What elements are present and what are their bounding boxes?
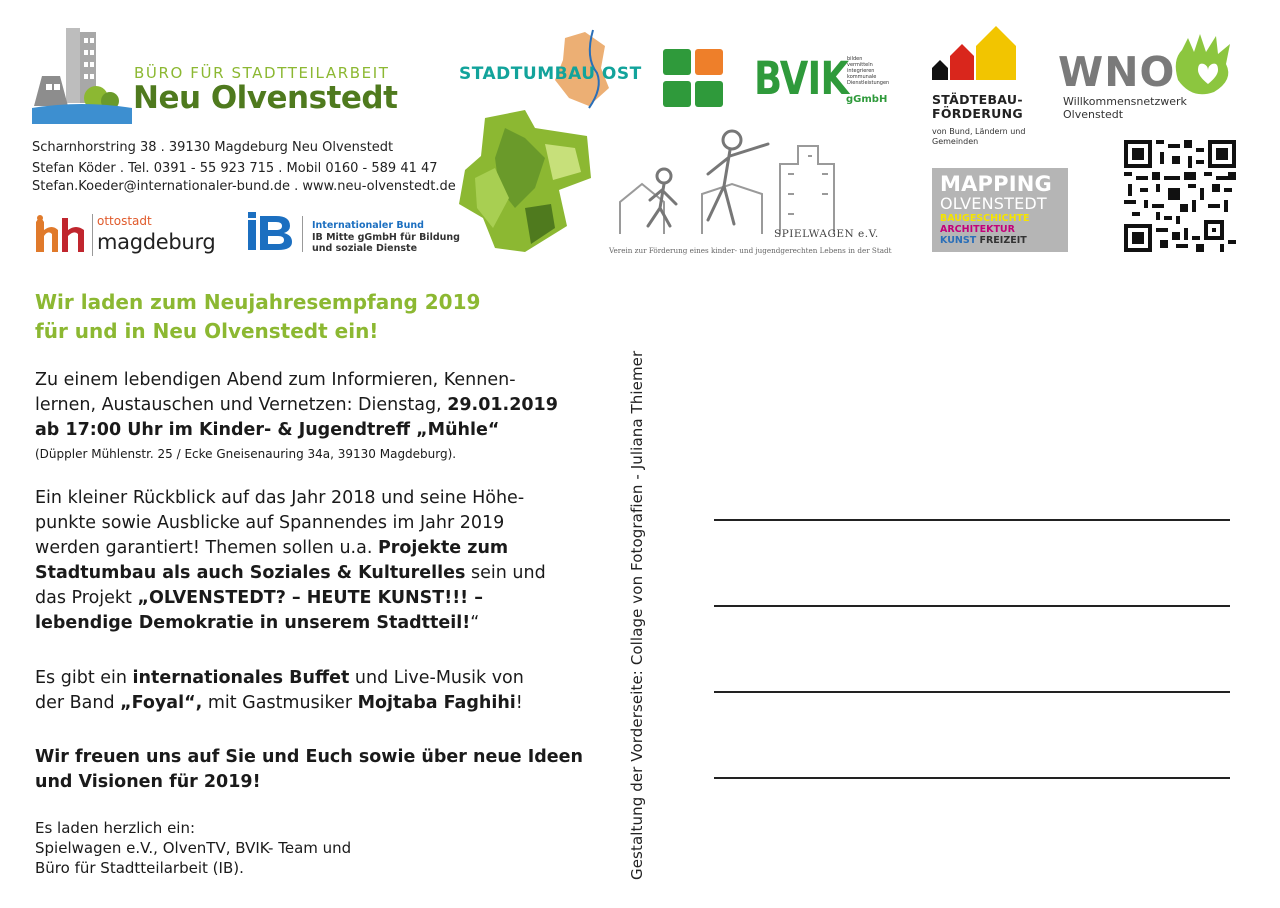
- spielwagen-tagline: Verein zur Förderung eines kinder- und jugendgerechten Lebens in der Stadt: [609, 246, 892, 255]
- buffet-2a: der Band: [35, 693, 121, 713]
- bvik-tagline-5: Dienstleistungen: [847, 80, 890, 86]
- buero-prefix: BÜRO FÜR STADTTEILARBEIT: [134, 64, 390, 82]
- buffet-line-2: [35, 691, 524, 716]
- ottostadt-label: ottostadt: [97, 214, 152, 228]
- paragraph-buffet: [35, 666, 524, 716]
- vertical-photo-credit: Gestaltung der Vorderseite: Collage von Fotografien - Juliana Thiemer: [628, 350, 646, 880]
- mapping-kunst: KUNST: [940, 235, 977, 246]
- review-line-4b: sein und: [465, 563, 546, 583]
- buero-name: Neu Olvenstedt: [133, 80, 398, 116]
- guest-musician: Mojtaba Faghihi: [357, 693, 516, 713]
- staedtebau-sub-2: Gemeinden: [932, 137, 979, 146]
- address-line-3: [714, 691, 1230, 693]
- mapping-subtitle: OLVENSTEDT: [940, 194, 1047, 213]
- closing-line-1: Es laden herzlich ein:: [35, 819, 196, 837]
- review-line-6b: “: [470, 613, 480, 633]
- buero-logo-graphic: [32, 28, 132, 128]
- buffet-1b: internationales Buffet: [132, 668, 350, 688]
- ib-line2: IB Mitte gGmbH für Bildung: [312, 232, 460, 243]
- mapping-baugeschichte: BAUGESCHICHTE: [940, 213, 1030, 224]
- event-line-2-text: lernen, Austauschen und Vernetzen: Dienstag,: [35, 395, 448, 415]
- buffet-1c: und Live-Musik von: [349, 668, 524, 688]
- outro: [35, 745, 583, 795]
- paragraph-event: [35, 368, 558, 443]
- event-line-3: [35, 418, 558, 443]
- bvik-squares-icon: [663, 49, 725, 109]
- wno-sub-1: Willkommensnetzwerk: [1063, 95, 1187, 108]
- address-line-4: [714, 777, 1230, 779]
- contact-phone: Stefan Köder . Tel. 0391 - 55 923 715 . Mobil 0160 - 589 41 47: [32, 161, 438, 176]
- buffet-1a: Es gibt ein: [35, 668, 133, 688]
- address-line-1: [714, 519, 1230, 521]
- review-line-5a: das Projekt: [35, 588, 138, 608]
- headline-line-2: für und in Neu Olvenstedt ein!: [35, 319, 379, 343]
- closing: [35, 818, 351, 878]
- bvik-tagline-2: vermitteln: [847, 62, 873, 68]
- headline: [35, 288, 480, 346]
- review-line-2: punkte sowie Ausblicke auf Spannendes im Jahr 2019: [35, 513, 505, 533]
- headline-line-1: Wir laden zum Neujahresempfang 2019: [35, 290, 481, 314]
- stadtumbau-logo-text: STADTUMBAU OST: [459, 64, 642, 84]
- wno-sub-2: Olvenstedt: [1063, 108, 1124, 121]
- event-address: (Düppler Mühlenstr. 25 / Ecke Gneisenauring 34a, 39130 Magdeburg).: [35, 447, 457, 461]
- outro-line-1: Wir freuen uns auf Sie und Euch sowie über neue Ideen: [35, 747, 583, 767]
- buffet-2e: !: [515, 693, 523, 713]
- wno-hand-heart-icon: [1168, 30, 1244, 100]
- spielwagen-sketch: [612, 124, 862, 236]
- review-line-3a: werden garantiert! Themen sollen u.a.: [35, 538, 378, 558]
- green-mosaic-map: [455, 108, 595, 254]
- contact-address: Scharnhorstring 38 . 39130 Magdeburg Neu Olvenstedt: [32, 140, 394, 155]
- bvik-tagline-4: kommunale: [847, 74, 877, 80]
- spielwagen-name: SPIELWAGEN e.V.: [774, 228, 879, 240]
- review-line-4a: Stadtumbau als auch Soziales & Kulturelles: [35, 563, 466, 583]
- event-time-place: ab 17:00 Uhr im Kinder- & Jugendtreff „Mühle“: [35, 420, 500, 440]
- contact-email-web: Stefan.Koeder@internationaler-bund.de . www.neu-olvenstedt.de: [32, 179, 456, 194]
- review-line-6a: lebendige Demokratie in unserem Stadtteil!: [35, 613, 471, 633]
- address-line-2: [714, 605, 1230, 607]
- review-line-1: Ein kleiner Rückblick auf das Jahr 2018 und seine Höhe-: [35, 488, 525, 508]
- paragraph-review: [35, 486, 546, 636]
- staedtebau-sub-1: von Bund, Ländern und: [932, 127, 1026, 136]
- outro-line-2: und Visionen für 2019!: [35, 772, 261, 792]
- buffet-2c: mit Gastmusiker: [202, 693, 358, 713]
- review-line-3: [35, 536, 546, 561]
- band-name: „Foyal“,: [120, 693, 203, 713]
- review-line-3b: Projekte zum: [377, 538, 509, 558]
- ottostadt-divider: [92, 214, 93, 256]
- bvik-ggmbh: gGmbH: [846, 94, 888, 105]
- review-line-4: [35, 561, 546, 586]
- review-line-5: [35, 586, 546, 611]
- event-line-2: [35, 393, 558, 418]
- bvik-tagline-3: integrieren: [847, 68, 875, 74]
- buffet-line-1: [35, 666, 524, 691]
- review-line-6: [35, 611, 546, 636]
- mapping-freizeit: FREIZEIT: [976, 235, 1027, 246]
- staedtebau-title-2: FÖRDERUNG: [932, 106, 1023, 121]
- closing-line-2: Spielwagen e.V., OlvenTV, BVIK- Team und: [35, 839, 352, 857]
- ottostadt-logo-icon: [32, 212, 92, 256]
- event-date: 29.01.2019: [447, 395, 558, 415]
- ib-title: Internationaler Bund: [312, 220, 424, 231]
- wno-logo-text: WNO: [1058, 48, 1176, 96]
- staedtebau-houses-icon: [932, 26, 1020, 82]
- closing-line-3: Büro für Stadtteilarbeit (IB).: [35, 859, 244, 877]
- ib-divider: [302, 216, 303, 252]
- ib-line3: und soziale Dienste: [312, 243, 418, 254]
- qr-code: [1124, 140, 1236, 252]
- mapping-architektur: ARCHITEKTUR: [940, 224, 1015, 235]
- bvik-logo-text: BVIK: [754, 52, 849, 105]
- mapping-title: MAPPING: [940, 172, 1052, 196]
- event-line-1: Zu einem lebendigen Abend zum Informieren, Kennen-: [35, 370, 516, 390]
- staedtebau-title-1: STÄDTEBAU-: [932, 92, 1023, 107]
- magdeburg-label: magdeburg: [97, 230, 216, 254]
- ib-logo-icon: [246, 212, 296, 252]
- review-line-5b: „OLVENSTEDT? – HEUTE KUNST!!! –: [137, 588, 484, 608]
- bvik-tagline-1: bilden: [847, 56, 863, 62]
- mapping-kunst-freizeit: [940, 235, 1027, 246]
